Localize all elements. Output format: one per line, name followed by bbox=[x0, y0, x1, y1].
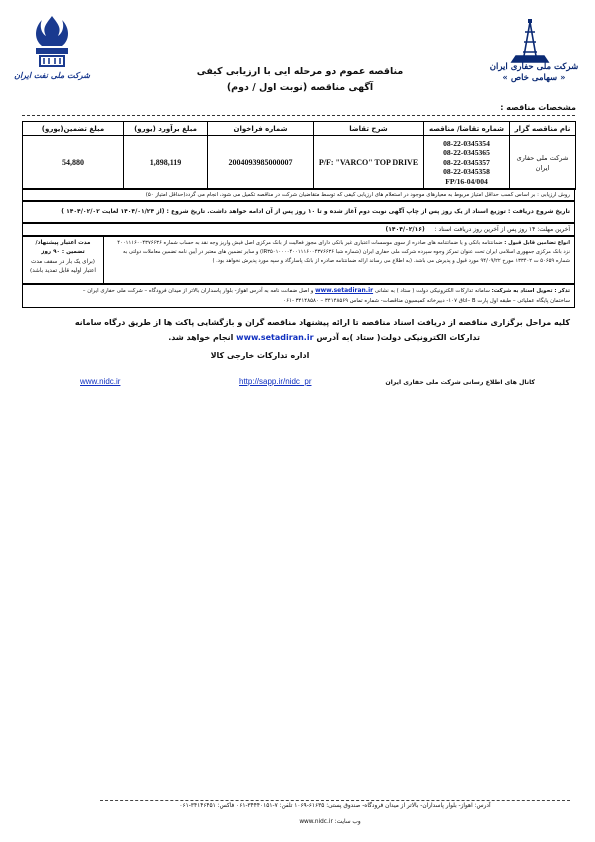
col-header-call-number: شماره فراخوان bbox=[208, 122, 314, 136]
sapp-link[interactable]: http://sapp.ir/nidc_pr bbox=[239, 377, 312, 386]
deadline-date: (۱۴۰۴/۰۲/۱۶) bbox=[385, 226, 425, 233]
col-header-estimate: مبلغ برآورد (یورو) bbox=[124, 122, 208, 136]
delivery-text-1: سامانه تدارکات الکترونیکی دولت ( ستاد ) به نشانی bbox=[374, 288, 490, 294]
delivery-line-1 bbox=[27, 286, 570, 296]
notice-line-1: کلیه مراحل برگزاری مناقصه از دریافت اسناد مناقصه تا ارائه پیشنهاد مناقصه گران و بازگشایی پاکت ها از طریق درگاه سامانه bbox=[74, 318, 570, 327]
cell-call-number: 2004093985000007 bbox=[208, 136, 314, 190]
validity-cell bbox=[23, 239, 103, 277]
guarantee-section bbox=[22, 236, 575, 284]
footer-divider bbox=[100, 800, 570, 801]
delivery-title: تذکر : تحویل اسناد به شرکت: bbox=[491, 288, 570, 294]
right-company-sub: « سهامی خاص » bbox=[502, 73, 566, 83]
request-number: FP/16-04/004 bbox=[445, 176, 488, 186]
deadline-text: آخرین مهلت: ۱۴ روز پس از آخرین روز دریافت اسناد : bbox=[434, 226, 570, 233]
delivery-text-2: و اصل ضمانت نامه به آدرس اهواز- بلوار پاسداران بالاتر از میدان فرودگاه – شرکت ملی حفاری ایران – bbox=[82, 288, 314, 294]
validity-note-2: اعتبار اولیه قابل تمدید باشد) bbox=[30, 268, 96, 275]
validity-days: تضمین : ۹۰ روز bbox=[41, 249, 85, 256]
validity-title: مدت اعتبار پیشنهاد/ bbox=[35, 240, 91, 246]
page-subtitle: آگهی مناقصه (نوبت اول / دوم) bbox=[226, 82, 374, 93]
department-name: اداره تدارکات خارجی کالا bbox=[210, 351, 310, 360]
receive-dates-row: تاریخ شروع دریافت : توزیع اسناد از یک روز پس از چاپ آگهی نوبت دوم آغاز شده و تا ۱۰ روز پس از آن ادامه خواهد داشت. تاریخ شروع : (از ۱۴۰۴/۰۱/۲۴ لغایت ۱۴۰۴/۰۲/۰۲ ) bbox=[22, 201, 575, 223]
col-header-description: شرح تقاضا bbox=[314, 122, 424, 136]
request-number: 08-22-0345357 bbox=[443, 157, 490, 167]
deadline-row bbox=[22, 223, 575, 236]
website-link[interactable]: www.nidc.ir bbox=[80, 377, 121, 386]
left-logo-text: شرکت ملی نفت ایران bbox=[14, 70, 90, 80]
request-number: 08-22-0345358 bbox=[443, 167, 490, 177]
request-number: 08-22-0345365 bbox=[443, 148, 490, 158]
footer-address: آدرس: اهواز- بلوار پاسداران- بالاتر از میدان فرودگاه- صندوق پستی: ۶۱۶۳۵-۱۰۶۹ تلفن: ۷-۳۴۴۴۰۱۵۱-۰۶۱ فاکس: ۳۴۱۴۶۴۵۱-۰۶۱ bbox=[179, 803, 491, 809]
guarantee-divider bbox=[103, 237, 104, 285]
guarantee-types bbox=[110, 239, 570, 265]
delivery-line-2: ساختمان پایگاه عملیاتی – طبقه اول پارت B –اتاق ۱۰۷- دبیرخانه کمیسیون مناقصات- شماره تماس ۳۴۱۴۸۵۶۹ – ۳۴۱۴۸۵۸۰ -۰۶۱ bbox=[283, 298, 570, 304]
notice-line-2 bbox=[100, 331, 480, 345]
delivery-row bbox=[22, 284, 575, 308]
cell-description: P/F: "VARCO" TOP DRIVE bbox=[314, 136, 424, 190]
setad-link[interactable]: www.setadiran.ir bbox=[315, 287, 374, 294]
table-header-row bbox=[23, 122, 576, 136]
flame-emblem-icon bbox=[18, 14, 86, 72]
cell-request-numbers bbox=[424, 136, 510, 190]
section-title: مشخصات مناقصه : bbox=[500, 103, 576, 112]
guarantee-types-body: ضمانتنامه بانکی و یا ضمانتنامه های صادره از سوی موسسات اعتباری غیر بانکی دارای مجوز فعالیت از بانک مرکزی اصل فیش واریز وجه نقد به حساب شماره ۴۰۰۱۱۱۶۰۰۴۳۷۶۶۳۶ نزد بانک مرکزی جمهوری اسلامی ایران تحت عنوان تمرکز وجوه سپرده شرکت ملی حفاری ایران (شماره شبا IR۳۵۰۱۰۰۰۰۴۰۰۱۱۱۶۰۰۴۳۷۶۶۳۶) و سایر تضمین های معتبر در آیین نامه تضمین معاملات دولتی به شماره ۵۰۶۵۹ ت ۱۳۳۴۰۲ مورخ ۹۴/۰۹/۲۲ مورد قبول و پذیرش می باشد. (به اطلاع می رساند ارائه ضمانتنامه صادره از بانک پاسارگاد و سپه مورد پذیرش نخواهد بود. ) bbox=[117, 240, 570, 264]
notice-setad-link[interactable]: www.setadiran.ir bbox=[236, 333, 314, 342]
section-divider bbox=[22, 115, 575, 116]
footer-website: وب سایت: www.nidc.ir bbox=[299, 819, 361, 825]
notice-text-b: انجام خواهد شد. bbox=[168, 333, 234, 342]
channels-label: کانال های اطلاع رسانی شرکت ملی حفاری ایران bbox=[385, 379, 535, 386]
validity-note-1: (برای یک بار در سقف مدت bbox=[31, 258, 95, 265]
tender-table bbox=[22, 121, 576, 190]
col-header-request-number: شماره تقاضا/ مناقصه bbox=[424, 122, 510, 136]
cell-guarantee: 54,880 bbox=[23, 136, 124, 190]
col-header-organizer: نام مناقصه گزار bbox=[510, 122, 576, 136]
cell-estimate: 1,898,119 bbox=[124, 136, 208, 190]
notice-text-a: تدارکات الکترونیکی دولت( ستاد )به آدرس bbox=[316, 333, 480, 342]
right-company-name: شرکت ملی حفاری ایران bbox=[489, 62, 579, 72]
col-header-guarantee: مبلغ تضمین(یورو) bbox=[23, 122, 124, 136]
request-number: 08-22-0345354 bbox=[443, 138, 490, 148]
cell-organizer: شرکت ملی حفاری ایران bbox=[510, 136, 576, 190]
evaluation-row: روش ارزیابی : بر اساس کسب حداقل امتیاز مربوط به معیارهای موجود در استعلام های ارزیابی کیفی که توسط متقاضیان شرکت در مناقصه تکمیل می شود، انجام می گردد(حداقل امتیاز ۵۰) bbox=[22, 188, 575, 201]
page-title: مناقصه عموم دو مرحله ایی با ارزیابی کیفی bbox=[196, 66, 404, 77]
guarantee-types-title: انواع تضامین قابل قبول : bbox=[504, 240, 570, 246]
table-row bbox=[23, 136, 576, 190]
